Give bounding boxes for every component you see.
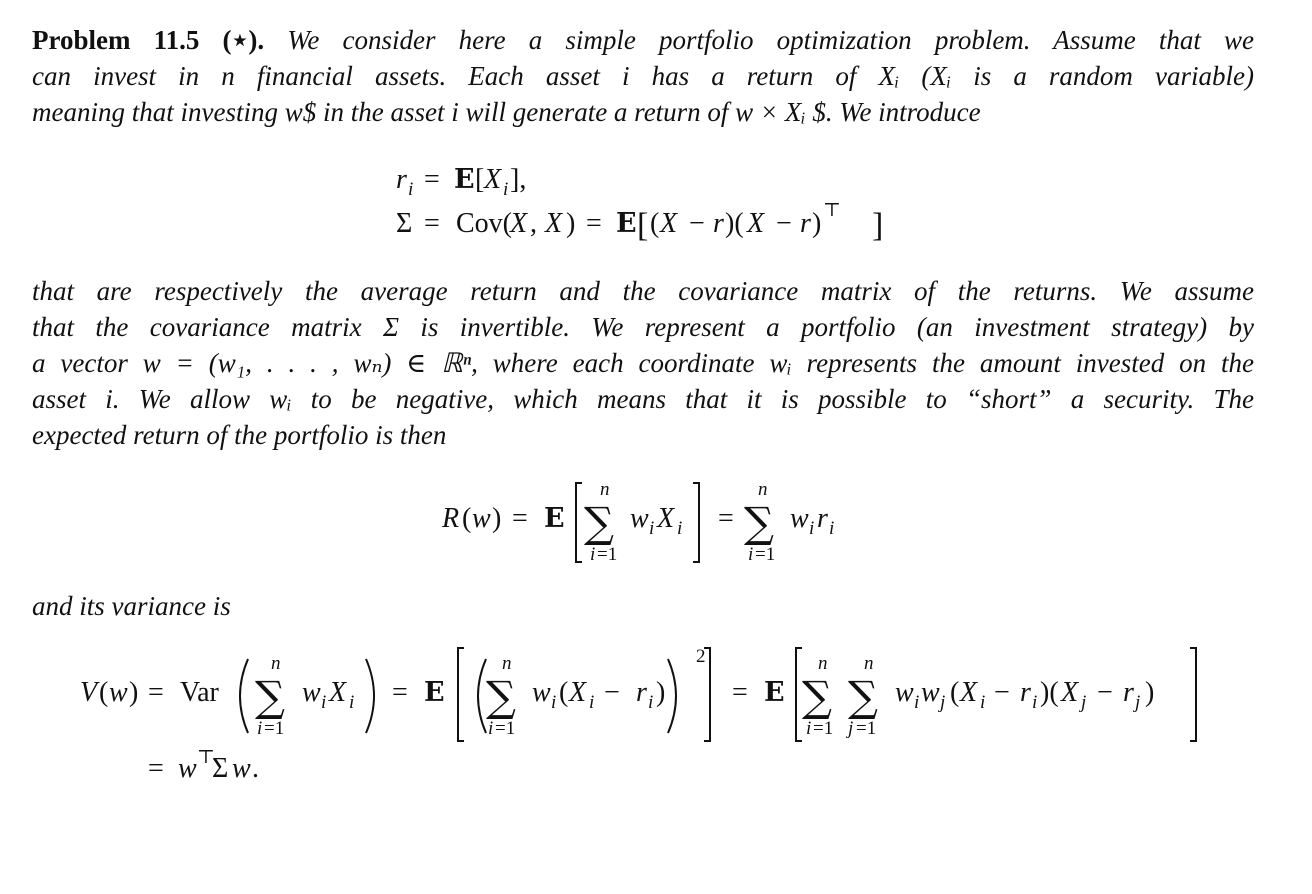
svg-text:w: w	[109, 677, 128, 708]
svg-text:r: r	[817, 503, 828, 534]
svg-text:−: −	[689, 208, 705, 239]
svg-text:i: i	[349, 692, 355, 713]
svg-text:n: n	[271, 653, 281, 674]
svg-text:): )	[1145, 677, 1155, 708]
svg-text:i: i	[677, 518, 683, 539]
svg-text:)(: )(	[1040, 677, 1059, 708]
svg-text:⊤: ⊤	[197, 746, 215, 768]
svg-text:],: ],	[510, 164, 527, 195]
svg-text:Σ: Σ	[212, 753, 229, 784]
svg-text:w: w	[302, 677, 321, 708]
svg-text:Cov(: Cov(	[456, 208, 512, 239]
svg-text:=1: =1	[856, 718, 877, 739]
svg-text:=: =	[148, 677, 164, 708]
svg-text:X: X	[747, 208, 765, 239]
svg-text:j: j	[848, 718, 854, 739]
svg-text:(: (	[99, 677, 109, 708]
svg-text:=: =	[732, 677, 748, 708]
svg-text:w: w	[790, 503, 809, 534]
problem-line-2: can invest in n financial assets. Each asset i has a return of Xᵢ (Xᵢ is a random variable)	[32, 61, 1254, 91]
paragraph2-line-3: a vector w = (w₁, . . . , wₙ) ∈ ℝⁿ, where each coordinate wᵢ represents the amount invested on the	[32, 348, 1254, 378]
svg-text:): )	[566, 208, 576, 239]
svg-text:X: X	[484, 164, 502, 195]
svg-text:(: (	[462, 503, 472, 534]
svg-text:): )	[812, 208, 822, 239]
svg-text:i: i	[649, 518, 655, 539]
svg-text:r: r	[1020, 677, 1031, 708]
svg-text:w: w	[921, 677, 940, 708]
svg-text:2: 2	[696, 646, 706, 667]
svg-text:(: (	[650, 208, 660, 239]
svg-text:X: X	[510, 208, 528, 239]
svg-text:i: i	[1032, 692, 1038, 713]
svg-text:=: =	[424, 208, 440, 239]
svg-text:=: =	[512, 503, 528, 534]
svg-text:−: −	[994, 677, 1010, 708]
svg-text:(: (	[950, 677, 960, 708]
svg-text:=1: =1	[264, 718, 285, 739]
svg-text:∑: ∑	[584, 498, 614, 547]
problem-heading: Problem 11.5 (⋆).	[32, 25, 265, 55]
svg-text:=: =	[586, 208, 602, 239]
svg-text:=: =	[718, 503, 734, 534]
svg-text:n: n	[502, 653, 512, 674]
svg-text:∑: ∑	[744, 498, 774, 547]
svg-text:=1: =1	[755, 544, 776, 565]
svg-text:i: i	[321, 692, 327, 713]
svg-text:w: w	[895, 677, 914, 708]
svg-text:Var: Var	[180, 677, 219, 708]
svg-text:n: n	[818, 653, 828, 674]
svg-text:w: w	[532, 677, 551, 708]
svg-text:E: E	[454, 164, 475, 195]
svg-text:r: r	[713, 208, 724, 239]
svg-text:E: E	[544, 503, 565, 534]
problem-line-3: meaning that investing w$ in the asset i will generate a return of w × Xᵢ $. We introduce	[32, 97, 981, 127]
svg-text:[: [	[637, 207, 649, 244]
variance-equation-line-1	[80, 646, 1196, 741]
svg-text:j: j	[940, 692, 946, 713]
svg-text:r: r	[396, 164, 407, 195]
svg-text:i: i	[914, 692, 920, 713]
svg-text:=1: =1	[495, 718, 516, 739]
svg-text:=: =	[148, 753, 164, 784]
svg-text:.: .	[252, 753, 259, 784]
svg-text:X: X	[1061, 677, 1079, 708]
svg-text:w: w	[232, 753, 251, 784]
svg-text:X: X	[329, 677, 347, 708]
svg-text:j: j	[1135, 692, 1141, 713]
svg-text:n: n	[600, 479, 610, 500]
svg-text:r: r	[1123, 677, 1134, 708]
variance-intro-text: and its variance is	[32, 591, 231, 621]
svg-text:i: i	[590, 544, 596, 565]
svg-text:i: i	[648, 692, 654, 713]
svg-text:V: V	[80, 677, 98, 708]
svg-text:X: X	[657, 503, 675, 534]
svg-text:]: ]	[872, 207, 884, 244]
svg-text:i: i	[980, 692, 986, 713]
svg-text:i: i	[503, 179, 509, 200]
variance-equation-line-2	[148, 746, 259, 784]
svg-text:i: i	[488, 718, 494, 739]
svg-text:=: =	[424, 164, 440, 195]
svg-text:=1: =1	[597, 544, 618, 565]
svg-text:i: i	[551, 692, 557, 713]
paragraph2-line-1: that are respectively the average return and the covariance matrix of the returns. We assume	[32, 276, 1254, 306]
svg-text:i: i	[829, 518, 835, 539]
svg-text:): )	[129, 677, 139, 708]
svg-text:j: j	[1081, 692, 1087, 713]
svg-text:i: i	[748, 544, 754, 565]
svg-text:,: ,	[530, 208, 537, 239]
svg-text:n: n	[758, 479, 768, 500]
svg-text:E: E	[764, 677, 785, 708]
svg-text:r: r	[636, 677, 647, 708]
svg-text:w: w	[630, 503, 649, 534]
svg-text:R: R	[442, 503, 460, 534]
svg-text:X: X	[960, 677, 978, 708]
svg-text:Σ: Σ	[396, 208, 413, 239]
svg-text:−: −	[776, 208, 792, 239]
svg-text:=: =	[392, 677, 408, 708]
svg-text:)(: )(	[725, 208, 744, 239]
svg-text:E: E	[424, 677, 445, 708]
svg-text:[: [	[475, 164, 485, 195]
svg-text:r: r	[800, 208, 811, 239]
svg-text:⊤: ⊤	[823, 199, 841, 221]
paragraph2-line-4: asset i. We allow wᵢ to be negative, which means that it is possible to “short” a security. The	[32, 384, 1254, 414]
svg-text:i: i	[408, 179, 414, 200]
svg-text:i: i	[589, 692, 595, 713]
svg-text:): )	[492, 503, 502, 534]
paragraph2-line-5: expected return of the portfolio is then	[32, 420, 447, 450]
paragraph2-line-2: that the covariance matrix Σ is invertible. We represent a portfolio (an investment strategy) by	[32, 312, 1254, 342]
svg-text:X: X	[660, 208, 678, 239]
svg-text:∑: ∑	[802, 672, 832, 721]
svg-text:i: i	[809, 518, 815, 539]
svg-text:w: w	[178, 753, 197, 784]
svg-text:∑: ∑	[255, 672, 285, 721]
svg-text:w: w	[472, 503, 491, 534]
svg-text:X: X	[569, 677, 587, 708]
svg-text:∑: ∑	[486, 672, 516, 721]
svg-text:i: i	[806, 718, 812, 739]
svg-text:X: X	[545, 208, 563, 239]
problem-intro: We consider here a simple portfolio optimization problem. Assume that we	[287, 25, 1254, 55]
svg-text:E: E	[616, 208, 637, 239]
svg-text:n: n	[864, 653, 874, 674]
svg-text:−: −	[604, 677, 620, 708]
svg-text:−: −	[1097, 677, 1113, 708]
svg-text:(: (	[559, 677, 569, 708]
svg-text:): )	[656, 677, 666, 708]
svg-text:i: i	[257, 718, 263, 739]
svg-text:=1: =1	[813, 718, 834, 739]
svg-text:∑: ∑	[848, 672, 878, 721]
